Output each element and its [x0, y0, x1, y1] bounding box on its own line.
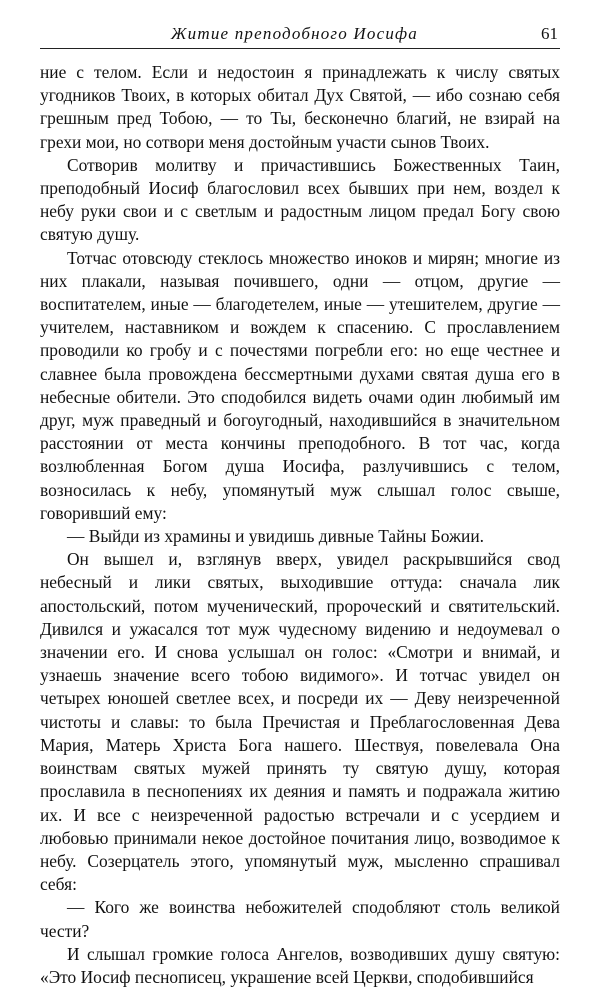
paragraph-continued: ние с телом. Если и недостоин я принадлежать к числу святых угодников Твоих, в которых обитал Дух Святой, — ибо сознаю себя грешным пред Тобою, — то Ты, бесконечно благий, не взирай на грехи мои, но сотвори меня достойным участи сынов Твоих.: [40, 62, 560, 152]
book-page: [40, 22, 560, 989]
dialogue-line: — Кого же воинства небожителей сподобляют столь великой чести?: [40, 897, 560, 941]
paragraph: Он вышел и, взглянув вверх, увидел раскрывшийся свод небесный и лики святых, выходившие оттуда: сначала лик апостольский, потом мученический, пророческий и святительский. Дивился и ужасался тот муж чудесному видению и недоумевал о значении его. И снова услышал он голос: «Смотри и внимай, и узнаешь значение всего тобою видимого». И тотчас увидел он четырех юношей светлее всех, и посреди их — Деву неизреченной чистоты и славы: то была Пречистая и Преблагословенная Дева Мария, Матерь Христа Бога нашего. Шествуя, повелевала Она воинствам святых мужей принять ту святую душу, которая прославила в песнопениях их деяния и память и подражала житию их. И все с неизреченной радостью встречали и с усердием и любовью принимали некое достойное почитания лицо, возводимое к небу. Созерцатель этого, упомянутый муж, мысленно спрашивал себя:: [40, 549, 560, 895]
page-number: 61: [541, 24, 558, 43]
running-title: Житие преподобного Иосифа: [170, 24, 418, 43]
running-header: [40, 22, 560, 49]
body-text: [40, 61, 560, 989]
paragraph: И слышал громкие голоса Ангелов, возводивших душу святую: «Это Иосиф песнописец, украшение всей Церкви, сподобившийся: [40, 943, 560, 987]
paragraph: Сотворив молитву и причастившись Божественных Таин, преподобный Иосиф благословил всех бывших при нем, воздел к небу руки свои и с светлым и радостным лицом предал Богу свою святую душу.: [40, 154, 560, 245]
paragraph: Тотчас отовсюду стеклось множество иноков и мирян; многие из них плакали, называя почившего, одни — отцом, другие — воспитателем, иные — благодетелем, иные — утешителем, другие — учителем, наставником и вождем к спасению. С прославлением проводили ко гробу и с почестями погребли его: но еще честнее и славнее была провождена бессмертными духами святая душа его в небесные обители. Это сподобился видеть очами один любимый им друг, муж праведный и богоугодный, находившийся в значительном расстоянии от места кончины преподобного. В тот час, когда возлюбленная Богом душа Иосифа, разлучившись с телом, возносилась к небу, упомянутый муж слышал голос свыше, говоривший ему:: [40, 247, 560, 523]
dialogue-line: — Выйди из храмины и увидишь дивные Тайны Божии.: [67, 526, 485, 547]
